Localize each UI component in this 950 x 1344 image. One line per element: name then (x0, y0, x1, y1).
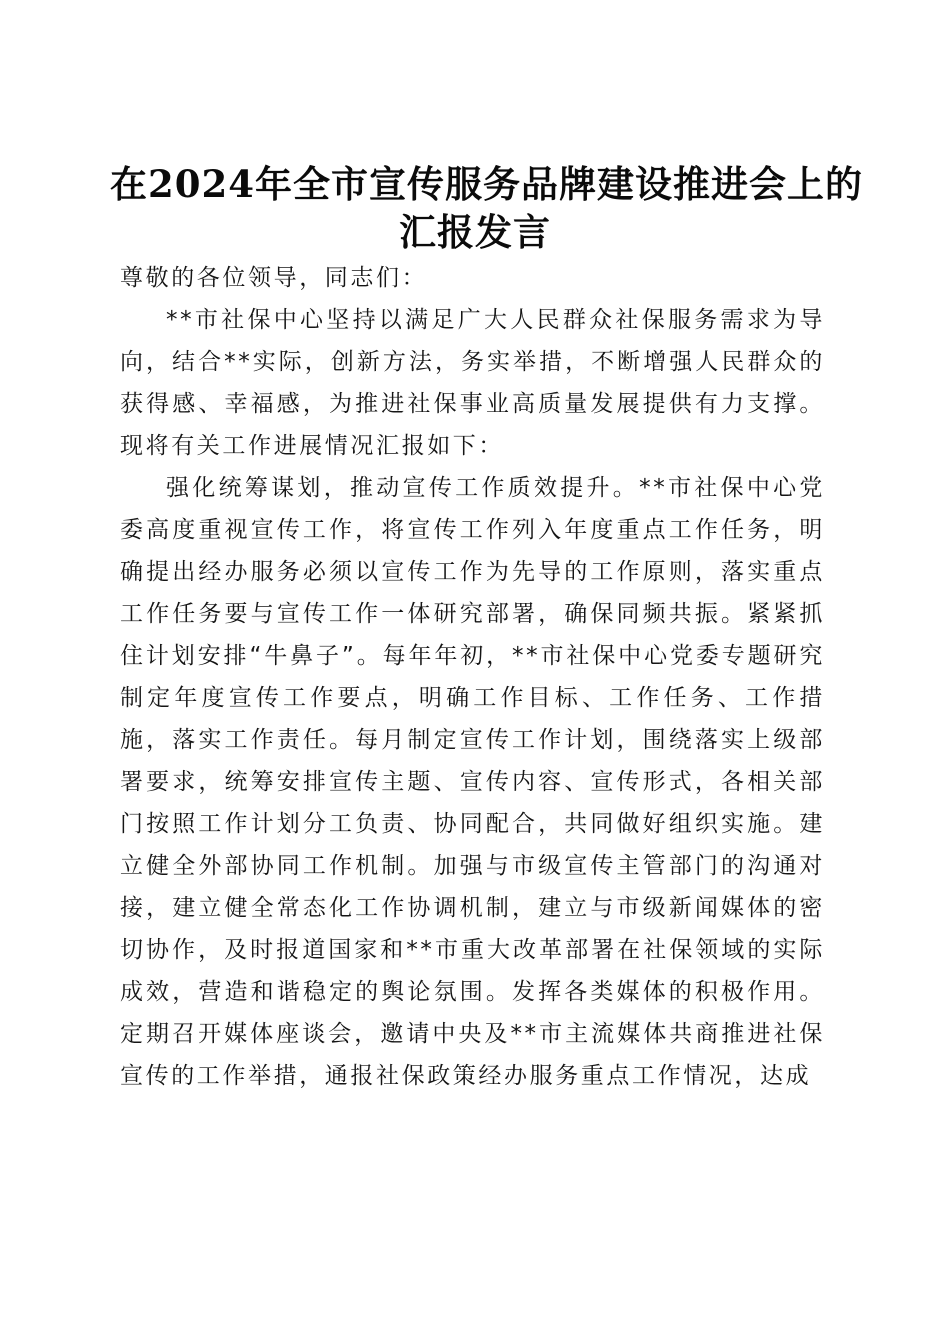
document-body (120, 257, 825, 1097)
document-title (110, 160, 863, 256)
paragraph-coordination: 强化统筹谋划，推动宣传工作质效提升。**市社保中心党委高度重视宣传工作，将宣传工作列入年度重点工作任务，明确提出经办服务必须以宣传工作为先导的工作原则，落实重点工作任务要与宣传工作一体研究部署，确保同频共振。紧紧抓住计划安排“牛鼻子”。每年年初，**市社保中心党委专题研究制定年度宣传工作要点，明确工作目标、工作任务、工作措施，落实工作责任。每月制定宣传工作计划，围绕落实上级部署要求，统筹安排宣传主题、宣传内容、宣传形式，各相关部门按照工作计划分工负责、协同配合，共同做好组织实施。建立健全外部协同工作机制。加强与市级宣传主管部门的沟通对接，建立健全常态化工作协调机制，建立与市级新闻媒体的密切协作，及时报道国家和**市重大改革部署在社保领域的实际成效，营造和谐稳定的舆论氛围。发挥各类媒体的积极作用。定期召开媒体座谈会，邀请中央及**市主流媒体共商推进社保宣传的工作举措，通报社保政策经办服务重点工作情况，达成 (120, 475, 825, 1089)
title-line-2: 汇报发言 (399, 209, 551, 254)
paragraph-intro: **市社保中心坚持以满足广大人民群众社保服务需求为导向，结合**实际，创新方法，务实举措，不断增强人民群众的获得感、幸福感，为推进社保事业高质量发展提供有力支撑。现将有关工作进展情况汇报如下： (120, 307, 825, 459)
salutation: 尊敬的各位领导，同志们： (120, 265, 428, 291)
title-line-1: 在2024年全市宣传服务品牌建设推进会上的 (110, 161, 863, 206)
